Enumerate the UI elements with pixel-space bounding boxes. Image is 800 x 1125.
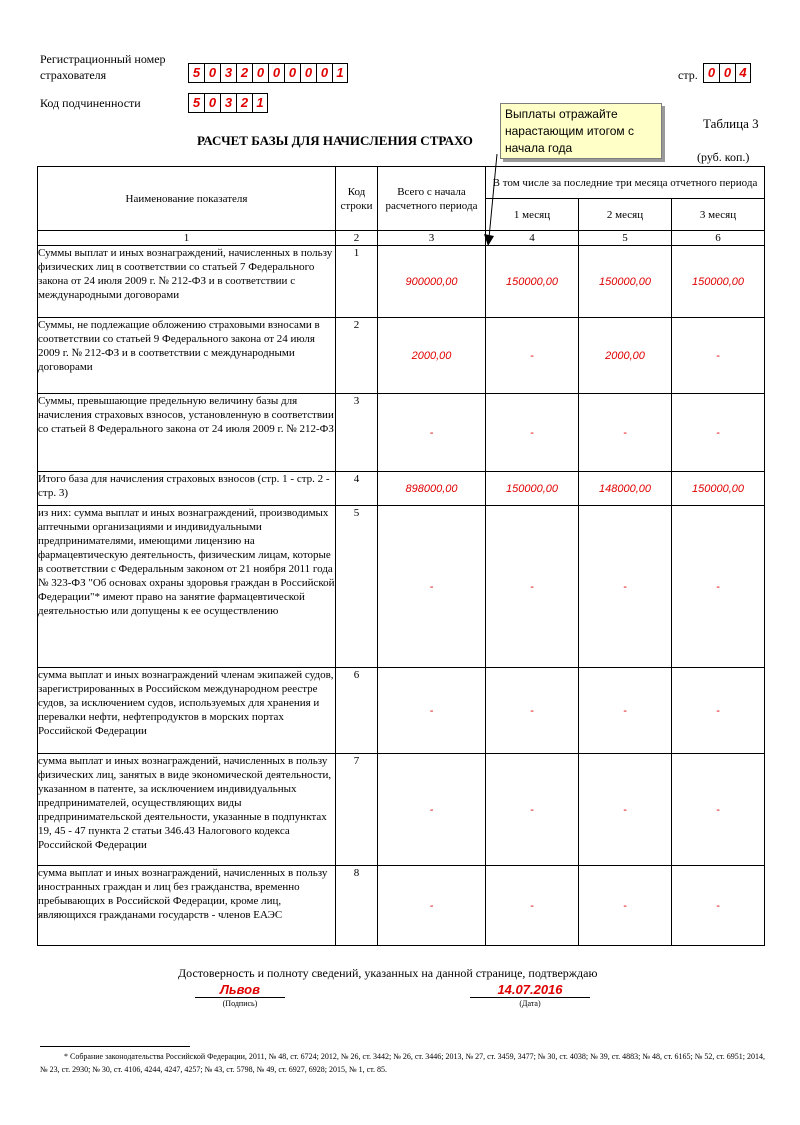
month-1-value-cell[interactable]: - — [486, 668, 579, 754]
table-row — [38, 866, 765, 946]
total-value-cell[interactable]: 898000,00 — [378, 472, 486, 506]
header-total: Всего с начала расчетного периода — [378, 167, 486, 231]
digit-cell: 1 — [252, 93, 268, 113]
month-1-value-cell[interactable]: - — [486, 506, 579, 668]
month-3-value-cell[interactable]: 150000,00 — [672, 472, 765, 506]
units-label: (руб. коп.) — [697, 150, 750, 164]
table-label: Таблица 3 — [703, 116, 759, 131]
month-3-value-cell[interactable]: - — [672, 754, 765, 866]
row-code: 1 — [336, 246, 378, 318]
signature-line — [195, 997, 285, 998]
month-1-value-cell[interactable]: 150000,00 — [486, 472, 579, 506]
page-label: стр. — [678, 68, 698, 82]
row-description: сумма выплат и иных вознаграждений членам экипажей судов, зарегистрированных в Российском международном реестре судов, за исключением судов, используемых для хранения и перевалки нефти, нефтепродуктов в морских портах Российской Федерации — [38, 668, 336, 754]
footnote-divider — [40, 1046, 190, 1047]
digit-cell: 0 — [204, 93, 220, 113]
digit-cell: 0 — [284, 63, 300, 83]
month-2-value-cell[interactable]: 2000,00 — [579, 318, 672, 394]
signature-caption: (Подпись) — [222, 999, 258, 1008]
row-code: 3 — [336, 394, 378, 472]
row-description: Итого база для начисления страховых взносов (стр. 1 - стр. 2 - стр. 3) — [38, 472, 336, 506]
month-2-value-cell[interactable]: - — [579, 866, 672, 946]
header-last-three-months: В том числе за последние три месяца отчетного периода — [486, 167, 765, 199]
total-value-cell[interactable]: - — [378, 754, 486, 866]
month-2-value-cell[interactable]: - — [579, 394, 672, 472]
digit-cell: 0 — [719, 63, 735, 83]
header-month-2: 2 месяц — [579, 199, 672, 231]
row-code: 7 — [336, 754, 378, 866]
footnote: * Собрание законодательства Российской Федерации, 2011, № 48, ст. 6724; 2012, № 26, ст. 3442; № 26, ст. 3446; 2013, № 27, ст. 3459, 3477; № 30, ст. 4038; № 39, ст. 4883; № 48, ст. 6165; № 52, ст. 6951; 2014, № 23, ст. 2930; № 30, ст. 4106, 4244, 4247, 4257; № 43, ст. 5798, № 49, ст. 6927, 6928; 2015, № 1, ст. 85. — [40, 1052, 765, 1074]
table-row — [38, 246, 765, 318]
total-value-cell[interactable]: - — [378, 506, 486, 668]
total-value-cell[interactable]: - — [378, 394, 486, 472]
total-value-cell[interactable]: - — [378, 668, 486, 754]
hint-tooltip: Выплаты отражайте нарастающим итогом с начала года — [500, 103, 662, 159]
month-3-value-cell[interactable]: - — [672, 394, 765, 472]
month-3-value-cell[interactable]: - — [672, 668, 765, 754]
month-1-value-cell[interactable]: - — [486, 754, 579, 866]
month-2-value-cell[interactable]: 150000,00 — [579, 246, 672, 318]
row-code: 2 — [336, 318, 378, 394]
row-code: 8 — [336, 866, 378, 946]
digit-cell: 2 — [236, 63, 252, 83]
month-1-value-cell[interactable]: 150000,00 — [486, 246, 579, 318]
row-code: 5 — [336, 506, 378, 668]
column-number: 4 — [486, 231, 579, 246]
column-number: 3 — [378, 231, 486, 246]
digit-cell: 4 — [735, 63, 751, 83]
date-caption: (Дата) — [519, 999, 541, 1008]
month-2-value-cell[interactable]: - — [579, 506, 672, 668]
total-value-cell[interactable]: 2000,00 — [378, 318, 486, 394]
digit-cell: 0 — [268, 63, 284, 83]
digit-cell: 0 — [252, 63, 268, 83]
row-code: 6 — [336, 668, 378, 754]
month-2-value-cell[interactable]: 148000,00 — [579, 472, 672, 506]
month-1-value-cell[interactable]: - — [486, 394, 579, 472]
month-3-value-cell[interactable]: - — [672, 866, 765, 946]
month-3-value-cell[interactable]: - — [672, 506, 765, 668]
header-code: Код строки — [336, 167, 378, 231]
digit-cell: 5 — [188, 93, 204, 113]
column-number: 6 — [672, 231, 765, 246]
column-number: 5 — [579, 231, 672, 246]
digit-cell: 0 — [300, 63, 316, 83]
table-row — [38, 668, 765, 754]
column-numbers-row — [38, 231, 765, 246]
page-title: РАСЧЕТ БАЗЫ ДЛЯ НАЧИСЛЕНИЯ СТРАХО — [197, 133, 473, 148]
month-1-value-cell[interactable]: - — [486, 318, 579, 394]
row-description: Суммы, не подлежащие обложению страховыми взносами в соответствии со статьей 9 Федерального закона от 24 июля 2009 г. № 212-ФЗ и в соответствии с международными договорами — [38, 318, 336, 394]
row-code: 4 — [336, 472, 378, 506]
reg-number-field[interactable] — [188, 63, 348, 83]
header-month-1: 1 месяц — [486, 199, 579, 231]
row-description: Суммы выплат и иных вознаграждений, начисленных в пользу физических лиц в соответствии со статьей 7 Федерального закона от 24 июля 2009 г. № 212-ФЗ и в соответствии с международными договорами — [38, 246, 336, 318]
total-value-cell[interactable]: 900000,00 — [378, 246, 486, 318]
reg-number-label: Регистрационный номер страхователя — [40, 52, 166, 82]
calculation-table — [37, 166, 765, 946]
column-number: 1 — [38, 231, 336, 246]
table-row — [38, 472, 765, 506]
digit-cell: 1 — [332, 63, 348, 83]
header-month-3: 3 месяц — [672, 199, 765, 231]
sub-code-field[interactable] — [188, 93, 268, 113]
row-description: Суммы, превышающие предельную величину базы для начисления страховых взносов, установленную в соответствии со статьей 8 Федерального закона от 24 июля 2009 г. № 212-ФЗ — [38, 394, 336, 472]
month-1-value-cell[interactable]: - — [486, 866, 579, 946]
row-description: из них: сумма выплат и иных вознаграждений, производимых аптечными организациями и индивидуальными предпринимателями, имеющими лицензию на фармацевтическую деятельность, физическим лицам, которые в соответствии с Федеральным законом от 21 ноября 2011 года № 323-ФЗ "Об основах охраны здоровья граждан в Российской Федерации"* имеют право на занятие фармацевтической деятельностью или допущены к ее осуществлению — [38, 506, 336, 668]
month-3-value-cell[interactable]: 150000,00 — [672, 246, 765, 318]
digit-cell: 0 — [703, 63, 719, 83]
total-value-cell[interactable]: - — [378, 866, 486, 946]
month-3-value-cell[interactable]: - — [672, 318, 765, 394]
digit-cell: 2 — [236, 93, 252, 113]
page-number-field[interactable] — [703, 63, 751, 83]
table-row — [38, 318, 765, 394]
sub-code-label: Код подчиненности — [40, 96, 141, 110]
month-2-value-cell[interactable]: - — [579, 754, 672, 866]
table-row — [38, 506, 765, 668]
digit-cell: 0 — [204, 63, 220, 83]
table-row — [38, 394, 765, 472]
column-number: 2 — [336, 231, 378, 246]
date-line — [470, 997, 590, 998]
digit-cell: 3 — [220, 63, 236, 83]
signature-value[interactable]: Львов — [220, 982, 260, 997]
header-name: Наименование показателя — [38, 167, 336, 231]
digit-cell: 0 — [316, 63, 332, 83]
digit-cell: 3 — [220, 93, 236, 113]
month-2-value-cell[interactable]: - — [579, 668, 672, 754]
digit-cell: 5 — [188, 63, 204, 83]
tooltip-arrow — [480, 150, 500, 250]
confirmation-text: Достоверность и полноту сведений, указанных на данной странице, подтверждаю — [178, 966, 598, 980]
row-description: сумма выплат и иных вознаграждений, начисленных в пользу физических лиц, занятых в виде экономической деятельности, указанном в патенте, за исключением индивидуальных предпринимателей, осуществляющих виды предпринимательской деятельности, указанные в подпунктах 19, 45 - 47 пункта 2 статьи 346.43 Налогового кодекса Российской Федерации — [38, 754, 336, 866]
date-value[interactable]: 14.07.2016 — [497, 982, 563, 997]
table-row — [38, 754, 765, 866]
row-description: сумма выплат и иных вознаграждений, начисленных в пользу иностранных граждан и лиц без гражданства, временно пребывающих в Российской Федерации, кроме лиц, являющихся гражданами государств - членов ЕАЭС — [38, 866, 336, 946]
